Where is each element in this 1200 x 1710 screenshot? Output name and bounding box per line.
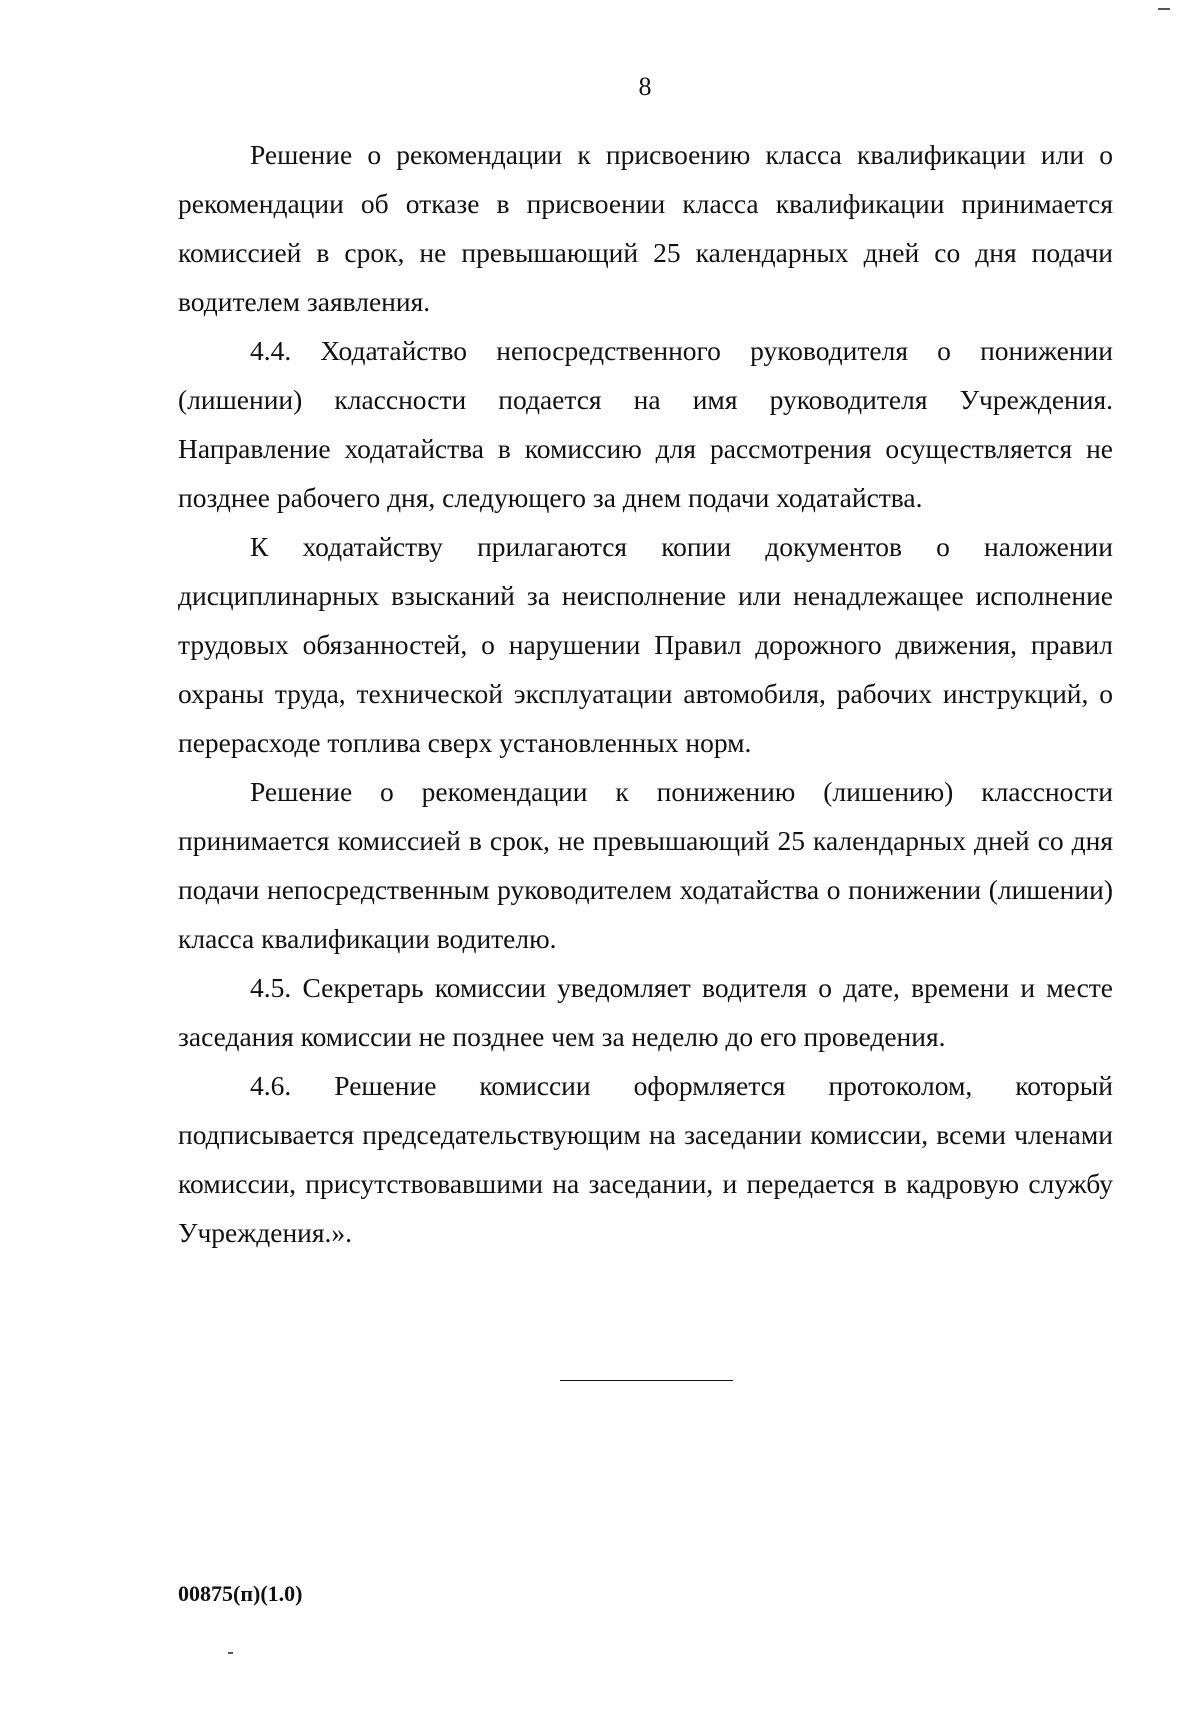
- document-body: [178, 130, 1113, 1257]
- paragraph-decision-assignment: Решение о рекомендации к присвоению класса квалификации или о рекомендации об отказе в присвоении класса квалификации принимается комиссией в срок, не превышающий 25 календарных дней со дня подачи водителем заявления.: [178, 139, 1113, 317]
- paragraph-4-5-notification: 4.5. Секретарь комиссии уведомляет водителя о дате, времени и месте заседания комиссии не позднее чем за неделю до его проведения.: [178, 972, 1113, 1052]
- end-separator-line: [560, 1380, 733, 1381]
- paragraph-petition-attachments: К ходатайству прилагаются копии документов о наложении дисциплинарных взысканий за неисполнение или ненадлежащее исполнение трудовых обязанностей, о нарушении Правил дорожного движения, правил охраны труда, технической эксплуатации автомобиля, рабочих инструкций, о перерасходе топлива сверх установленных норм.: [178, 531, 1113, 758]
- paragraph-decision-demotion: Решение о рекомендации к понижению (лишению) классности принимается комиссией в срок, не превышающий 25 календарных дней со дня подачи непосредственным руководителем ходатайства о понижении (лишении) класса квалификации водителю.: [178, 776, 1113, 954]
- scan-speck: [1158, 8, 1170, 10]
- page-number: 8: [638, 72, 652, 101]
- document-code: 00875(п)(1.0): [178, 1581, 303, 1606]
- paragraph-4-6-protocol: 4.6. Решение комиссии оформляется протоколом, который подписывается председательствующим на заседании комиссии, всеми членами комиссии, присутствовавшими на заседании, и передается в кадровую службу Учреждения.».: [178, 1070, 1113, 1248]
- paragraph-4-4-petition: 4.4. Ходатайство непосредственного руководителя о понижении (лишении) классности подается на имя руководителя Учреждения. Направление ходатайства в комиссию для рассмотрения осуществляется не позднее рабочего дня, следующего за днем подачи ходатайства.: [178, 335, 1113, 513]
- scan-speck: [228, 1652, 233, 1654]
